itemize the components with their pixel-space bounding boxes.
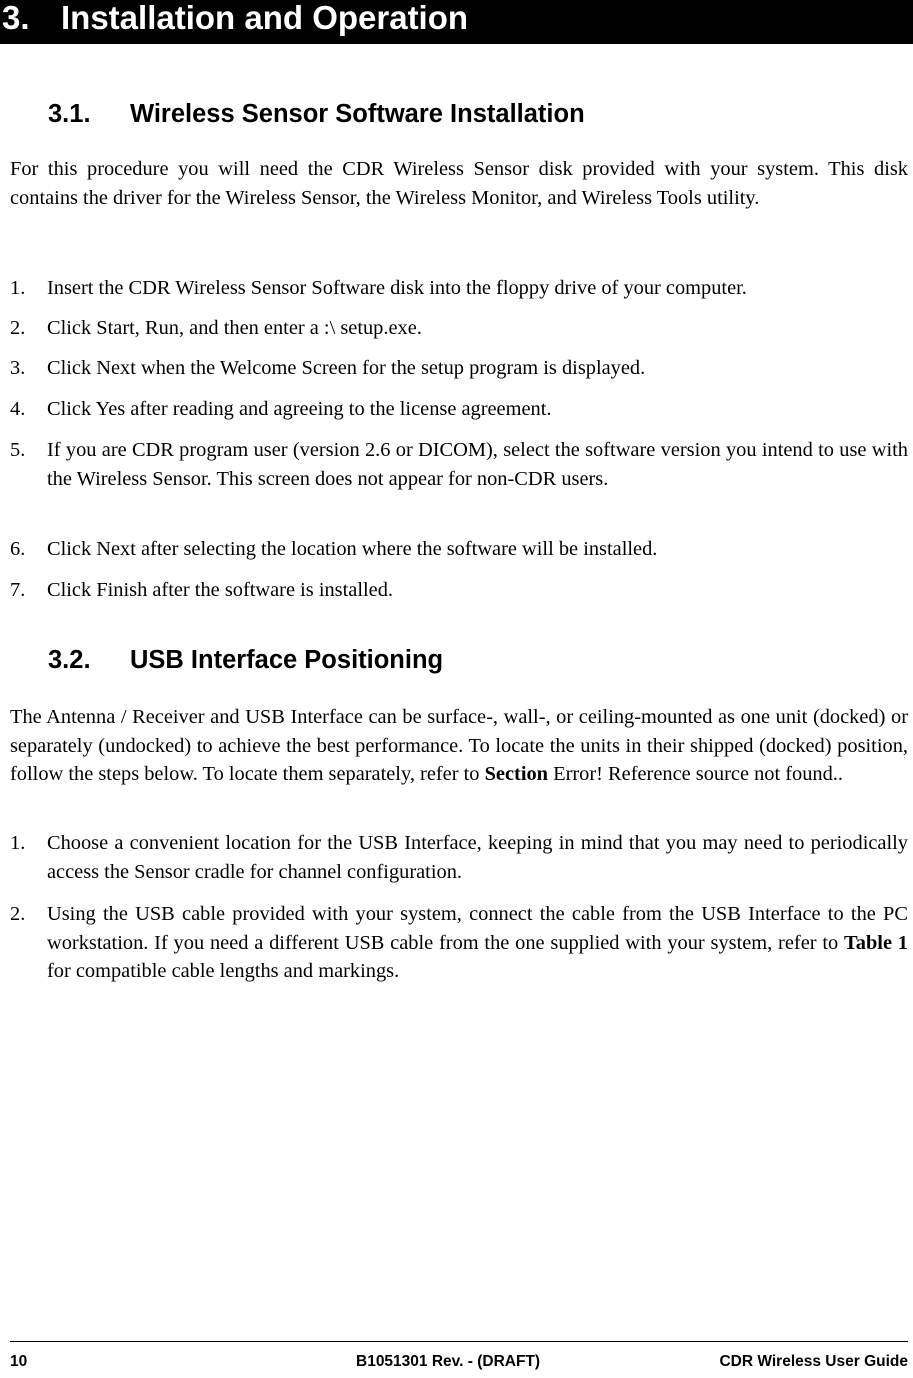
section-heading-3-1 (48, 98, 908, 130)
list-item-number: 3. (10, 357, 26, 379)
section-number: 3.1. (48, 100, 91, 128)
list-item-number: 1. (10, 277, 26, 299)
section-number: 3.2. (48, 646, 91, 674)
list-item-number: 7. (10, 579, 26, 601)
list-item-text: Click Next when the Welcome Screen for the setup program is displayed. (47, 357, 646, 379)
list-item-text: Click Next after selecting the location where the software will be installed. (47, 538, 658, 560)
list-item-text: Insert the CDR Wireless Sensor Software disk into the floppy drive of your computer. (47, 277, 747, 299)
broken-reference-text: Error! Reference source not found.. (553, 763, 844, 785)
list-item (10, 274, 908, 303)
section-heading-3-2 (48, 644, 908, 676)
table-reference: Table 1 (844, 931, 908, 954)
list-item-number: 1. (10, 832, 26, 854)
guide-title: CDR Wireless User Guide (719, 1353, 908, 1370)
list-item (10, 436, 908, 493)
list-item (10, 535, 908, 564)
list-item (10, 829, 908, 886)
list-item-text-part: for compatible cable lengths and markings. (47, 960, 400, 982)
list-item (10, 900, 908, 986)
document-id: B1051301 Rev. - (DRAFT) (356, 1353, 541, 1370)
chapter-title: Installation and Operation (61, 0, 469, 36)
list-item-text: Click Finish after the software is installed. (47, 579, 394, 601)
list-item (10, 576, 908, 605)
list-item (10, 395, 908, 424)
list-item-number: 4. (10, 398, 26, 420)
section-intro-paragraph: For this procedure you will need the CDR Wireless Sensor disk provided with your system. This disk contains the driver for the Wireless Sensor, the Wireless Monitor, and Wireless Tools utility. (10, 158, 908, 209)
list-item-text (47, 900, 908, 986)
section-reference: Section (484, 763, 549, 785)
section-title: USB Interface Positioning (130, 646, 444, 674)
page-number: 10 (10, 1353, 28, 1370)
list-item (10, 314, 908, 343)
list-item-number: 2. (10, 903, 26, 925)
section-title: Wireless Sensor Software Installation (130, 100, 585, 128)
list-item (10, 354, 908, 383)
intro-text: The Antenna / Receiver and USB Interface can be surface-, wall-, or ceiling-mounted as one unit (docked) or separately (undocked) to achieve the best performance. To locate the units in their shipped (docked) position, follow the steps below. To locate them separately, refer to (10, 706, 908, 785)
chapter-heading (0, 0, 913, 44)
chapter-number: 3. (2, 0, 30, 36)
list-item-text: Click Yes after reading and agreeing to the license agreement. (47, 398, 552, 420)
list-item-number: 2. (10, 317, 26, 339)
list-item-number: 5. (10, 439, 26, 461)
list-item-text-part: Using the USB cable provided with your system, connect the cable from the USB Interface to the PC workstation. If you need a different USB cable from the one supplied with your system, refer to (47, 903, 908, 954)
footer-divider (10, 1341, 908, 1342)
list-item-number: 6. (10, 538, 26, 560)
list-item-text: If you are CDR program user (version 2.6 or DICOM), select the software version you intend to use with the Wireless Sensor. This screen does not appear for non-CDR users. (47, 439, 908, 490)
list-item-text: Choose a convenient location for the USB Interface, keeping in mind that you may need to periodically access the Sensor cradle for channel configuration. (47, 832, 908, 883)
list-item-text: Click Start, Run, and then enter a :\ setup.exe. (47, 317, 422, 339)
section-intro-paragraph (10, 703, 908, 789)
